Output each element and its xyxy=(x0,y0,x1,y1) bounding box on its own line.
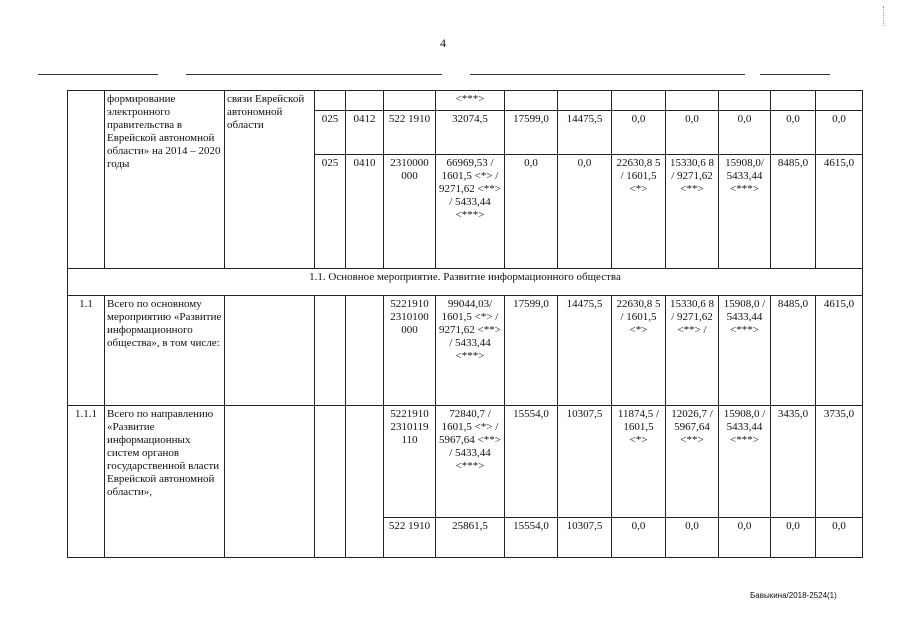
section-code-cell: 0412 xyxy=(346,111,384,155)
year-cell: 10307,5 xyxy=(558,518,612,558)
program-name-cell: формирование электронного правительства в Еврейской автономной области» на 2014 – 2020 годы xyxy=(105,91,225,269)
year-cell: 0,0 xyxy=(612,518,666,558)
target-code-cell: 5221910 2310119 110 xyxy=(384,406,436,518)
year-cell: 11874,5 / 1601,5 <*> xyxy=(612,406,666,518)
table-cell xyxy=(771,91,816,111)
year-cell: 3735,0 xyxy=(816,406,863,518)
year-cell: 17599,0 xyxy=(505,111,558,155)
year-cell: 10307,5 xyxy=(558,406,612,518)
year-cell: 0,0 xyxy=(666,111,719,155)
year-cell: 15330,6 8 / 9271,62 <**> / xyxy=(666,296,719,406)
table-cell xyxy=(612,91,666,111)
year-cell: 17599,0 xyxy=(505,296,558,406)
grbs-code-cell: 025 xyxy=(315,111,346,155)
page-number: 4 xyxy=(440,36,446,50)
header-rule xyxy=(186,74,442,75)
year-cell: 14475,5 xyxy=(558,111,612,155)
year-cell: 8485,0 xyxy=(771,296,816,406)
target-code-cell: 522 1910 xyxy=(384,111,436,155)
year-cell: 15908,0/ 5433,44 <***> xyxy=(719,155,771,269)
table-cell xyxy=(505,91,558,111)
executor-cell: связи Еврейской автономной области xyxy=(225,91,315,269)
section-code-cell xyxy=(346,296,384,406)
table-cell xyxy=(384,91,436,111)
year-cell: 0,0 xyxy=(719,111,771,155)
executor-cell xyxy=(225,296,315,406)
year-cell: 22630,8 5 / 1601,5 <*> xyxy=(612,155,666,269)
year-cell: 8485,0 xyxy=(771,155,816,269)
program-name-cell: Всего по направлению «Развитие информационных систем органов государственной власти Еврейской автономной области», xyxy=(105,406,225,558)
section-heading: 1.1. Основное мероприятие. Развитие информационного общества xyxy=(68,269,863,296)
year-cell: 0,0 xyxy=(771,518,816,558)
page-edge-mark xyxy=(883,6,890,26)
table-row xyxy=(68,91,863,111)
table-cell xyxy=(558,91,612,111)
year-cell: 4615,0 xyxy=(816,296,863,406)
total-cell: 32074,5 xyxy=(436,111,505,155)
section-code-cell: 0410 xyxy=(346,155,384,269)
header-rule xyxy=(470,74,745,75)
year-cell: 15554,0 xyxy=(505,518,558,558)
section-heading-row xyxy=(68,269,863,296)
row-number-cell xyxy=(68,91,105,269)
year-cell: 0,0 xyxy=(666,518,719,558)
year-cell: 0,0 xyxy=(816,111,863,155)
target-code-cell: 522 1910 xyxy=(384,518,436,558)
table-row xyxy=(68,296,863,406)
table-cell xyxy=(315,91,346,111)
table-cell xyxy=(666,91,719,111)
document-code: Бавыкина/2018-2524(1) xyxy=(750,591,837,600)
year-cell: 3435,0 xyxy=(771,406,816,518)
table-cell xyxy=(816,91,863,111)
table-row xyxy=(68,406,863,518)
year-cell: 14475,5 xyxy=(558,296,612,406)
year-cell: 22630,8 5 / 1601,5 <*> xyxy=(612,296,666,406)
total-cell: 72840,7 / 1601,5 <*> / 5967,64 <**> / 5433,44 <***> xyxy=(436,406,505,518)
row-number-cell: 1.1 xyxy=(68,296,105,406)
grbs-code-cell xyxy=(315,406,346,558)
year-cell: 0,0 xyxy=(612,111,666,155)
year-cell: 15330,6 8 / 9271,62 <**> xyxy=(666,155,719,269)
year-cell: 0,0 xyxy=(771,111,816,155)
year-cell: 12026,7 / 5967,64 <**> xyxy=(666,406,719,518)
table-cell xyxy=(719,91,771,111)
header-rule xyxy=(760,74,830,75)
program-name-cell: Всего по основному мероприятию «Развитие информационного общества», в том числе: xyxy=(105,296,225,406)
section-code-cell xyxy=(346,406,384,558)
year-cell: 0,0 xyxy=(816,518,863,558)
row-number-cell: 1.1.1 xyxy=(68,406,105,558)
total-cell: 99044,03/ 1601,5 <*> / 9271,62 <**> / 5433,44 <***> xyxy=(436,296,505,406)
year-cell: 4615,0 xyxy=(816,155,863,269)
grbs-code-cell: 025 xyxy=(315,155,346,269)
year-cell: 15554,0 xyxy=(505,406,558,518)
executor-cell xyxy=(225,406,315,558)
target-code-cell: 5221910 2310100 000 xyxy=(384,296,436,406)
header-rule xyxy=(38,74,158,75)
target-code-cell: 2310000 000 xyxy=(384,155,436,269)
grbs-code-cell xyxy=(315,296,346,406)
total-cell: 25861,5 xyxy=(436,518,505,558)
budget-table xyxy=(67,90,863,558)
year-cell: 15908,0 / 5433,44 <***> xyxy=(719,406,771,518)
total-cell: <***> xyxy=(436,91,505,111)
table-cell xyxy=(346,91,384,111)
year-cell: 15908,0 / 5433,44 <***> xyxy=(719,296,771,406)
year-cell: 0,0 xyxy=(719,518,771,558)
year-cell: 0,0 xyxy=(505,155,558,269)
total-cell: 66969,53 / 1601,5 <*> / 9271,62 <**> / 5433,44 <***> xyxy=(436,155,505,269)
year-cell: 0,0 xyxy=(558,155,612,269)
